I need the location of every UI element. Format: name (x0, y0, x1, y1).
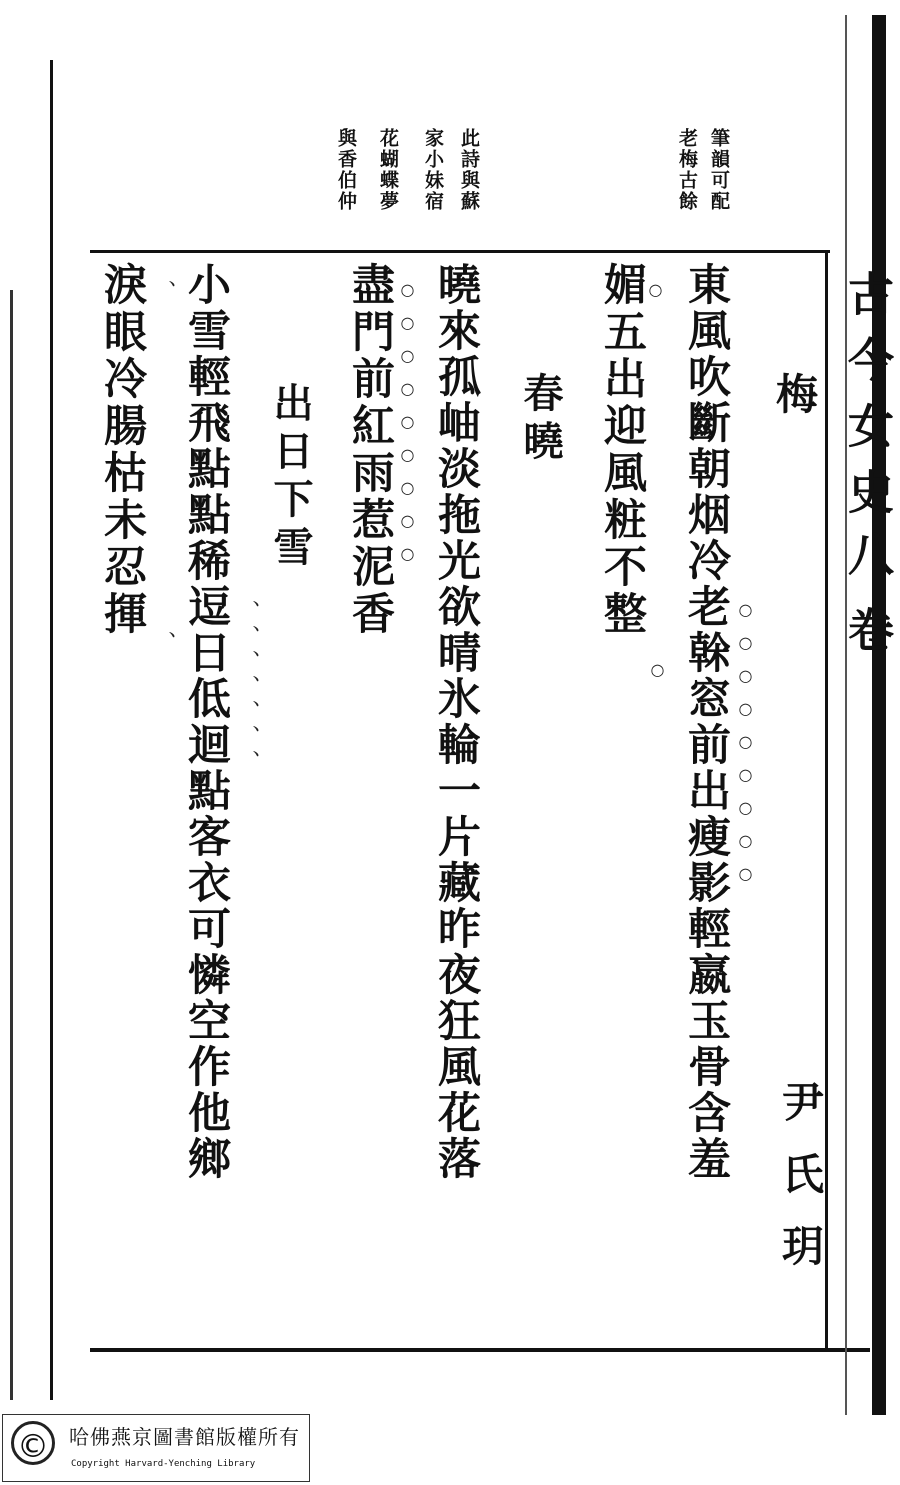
column-divider (845, 15, 847, 1415)
copyright-english: Copyright Harvard-Yenching Library (71, 1459, 256, 1469)
commentary-column: 與香伯仲 (335, 128, 357, 212)
poem-line: 淚眼冷腸枯未忍揮 (97, 262, 147, 638)
emphasis-circle-marks: ○○○○○○○○○ (398, 280, 417, 577)
emphasis-circle-marks: ○○○○○○○○○ (736, 600, 755, 897)
copyright-icon: © (11, 1421, 55, 1465)
commentary-column: 花蝴蝶夢 (377, 128, 399, 212)
poem-title: 春曉 (517, 372, 564, 468)
right-border-line (872, 15, 886, 1415)
volume-fragment: 八卷 (841, 530, 895, 682)
poem-title: 出日下雪 (267, 382, 314, 574)
left-border-line (50, 60, 53, 1400)
poem-line: 盡門前紅雨惹泥香 (345, 262, 395, 638)
text-box-top-rule (90, 250, 830, 253)
commentary-column: 老梅古餘 (676, 128, 698, 212)
author-name: 尹氏玥 (776, 1080, 825, 1296)
poem-line: 曉來孤岫淡拖光欲晴氷輪一片藏昨夜狂風花落 (431, 262, 481, 1182)
poem-line: 小雪輕飛點點稀逗日低迴點客衣可憐空作他鄉 (181, 262, 231, 1182)
copyright-chinese: 哈佛燕京圖書館版權所有 (69, 1425, 300, 1449)
emphasis-circle-marks: ○ (646, 280, 665, 313)
poem-line: 東風吹斷朝烟冷老榦窓前出瘦影輕嬴玉骨含羞 (681, 262, 731, 1182)
text-box-bottom-rule (90, 1348, 870, 1352)
commentary-column: 家小妹宿 (422, 128, 444, 212)
book-title-fragment: 古今女史 (841, 270, 895, 534)
left-outer-line (10, 290, 13, 1400)
poem-line: 媚五出迎風粧不整 (597, 262, 647, 638)
commentary-column: 筆韻可配 (708, 128, 730, 212)
poem-title: 梅 (770, 372, 819, 414)
copyright-stamp (2, 1414, 310, 1482)
emphasis-circle-marks: ○ (648, 660, 667, 693)
commentary-column: 此詩與蘇 (458, 128, 480, 212)
emphasis-tick-marks: 、、 (151, 280, 176, 993)
emphasis-tick-marks: 、、、、、、、 (235, 600, 260, 786)
